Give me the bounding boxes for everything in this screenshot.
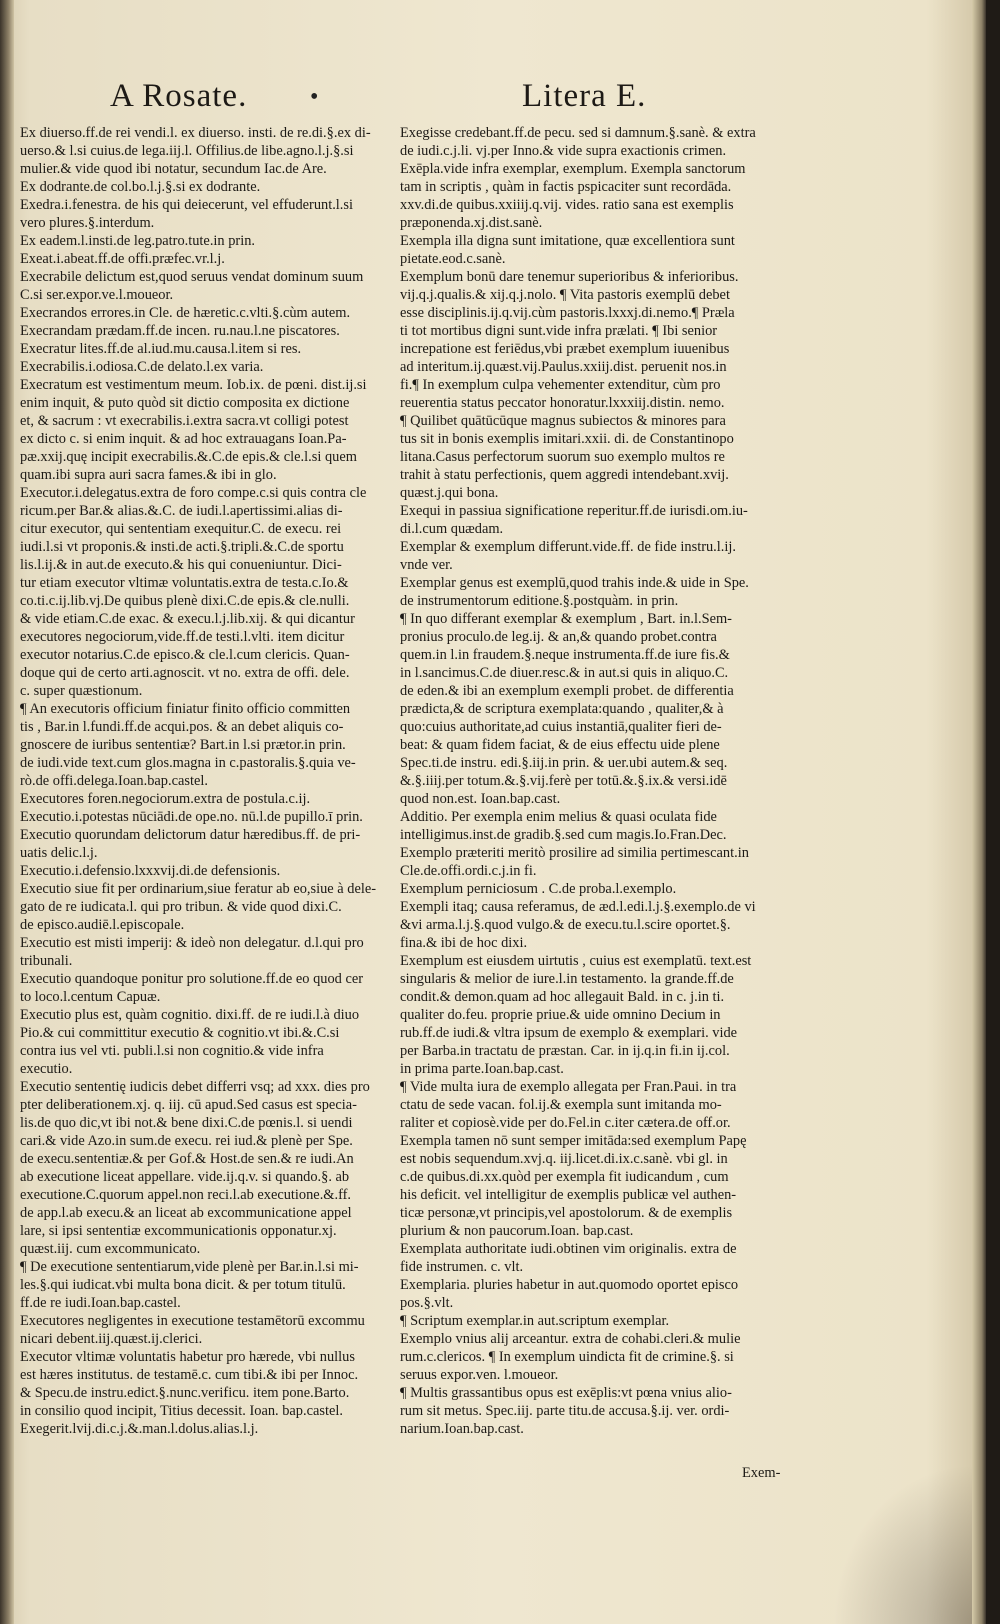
text-line: lis.de quo dic,vt ibi not.& bene dixi.C.de pœnis.l. si uendi [20, 1115, 353, 1131]
text-line: de iudi.c.j.li. vj.per Inno.& vide supra exactionis crimen. [400, 143, 727, 159]
text-line: increpatione est feriēdus,vbi præbet exemplum iuuenibus [400, 341, 730, 357]
text-line: Exemplum bonū dare tenemur superioribus & inferioribus. [400, 269, 739, 285]
text-line: iudi.l.si vt proponis.& insti.de acti.§.tripli.&.C.de sportu [20, 539, 344, 555]
text-line: Exemplum perniciosum . C.de proba.l.exemplo. [400, 881, 677, 897]
text-line: Executio est misti imperij: & ideò non delegatur. d.l.qui pro [20, 935, 364, 951]
text-line: tur etiam executor vltimæ voluntatis.extra de testa.c.Io.& [20, 575, 349, 591]
text-line: Execrandam prædam.ff.de incen. ru.nau.l.ne piscatores. [20, 323, 340, 339]
text-line: de app.l.ab execu.& an liceat ab excommunicatione appel [20, 1205, 352, 1221]
text-line: quod non.est. Ioan.bap.cast. [400, 791, 561, 807]
text-line: uerso.& l.si cuius.de lega.iij.l. Offilius.de libe.agno.l.j.§.si [20, 143, 354, 159]
text-line: Exemplar & exemplum differunt.vide.ff. de fide instru.l.ij. [400, 539, 736, 555]
text-line: ¶ An executoris officium finiatur finito officio committen [20, 701, 351, 717]
text-line: Executores negligentes in executione testamētorū excommu [20, 1313, 365, 1329]
text-line: Execrabile delictum est,quod seruus vendat dominum suum [20, 269, 364, 285]
text-line: Exēpla.vide infra exemplar, exemplum. Exempla sanctorum [400, 161, 746, 177]
text-line: tribunali. [20, 953, 73, 969]
text-line: vero plures.§.interdum. [20, 215, 155, 231]
text-line: tis , Bar.in l.fundi.ff.de acqui.pos. & an debet aliquis co- [20, 719, 344, 735]
page-edge [972, 0, 986, 1624]
text-line: fina.& ibi de hoc dixi. [400, 935, 528, 951]
text-line: narium.Ioan.bap.cast. [400, 1421, 524, 1437]
text-line: rum.c.clericos. ¶ In exemplum uindicta fit de crimine.§. si [400, 1349, 734, 1365]
text-line: Exemplaria. pluries habetur in aut.quomodo oportet episco [400, 1277, 739, 1293]
text-line: co.ti.c.ij.lib.vj.De quibus plenè dixi.C.de epis.& cle.nulli. [20, 593, 350, 609]
text-line: his deficit. vel intelligitur de exemplis publicæ vel authen- [400, 1187, 737, 1203]
text-line: Exemplata authoritate iudi.obtinen vim originalis. extra de [400, 1241, 737, 1257]
running-head-dot: • [310, 84, 319, 110]
text-line: tam in scriptis , quàm in factis pspicaciter sunt recordāda. [400, 179, 732, 195]
text-line: ff.de re iudi.Ioan.bap.castel. [20, 1295, 181, 1311]
text-line: seruus expor.ven. l.moueor. [400, 1367, 559, 1383]
text-line: reuerentia status peccator honoratur.lxxxiij.distin. nemo. [400, 395, 725, 411]
text-line: rum sit metus. Spec.iij. parte titu.de accusa.§.ij. ver. ordi- [400, 1403, 730, 1419]
catchword: Exem- [742, 1465, 781, 1481]
text-line: citur executor, qui sententiam exequitur.C. de execu. rei [20, 521, 342, 537]
text-line: Executio.i.defensio.lxxxvij.di.de defensionis. [20, 863, 281, 879]
text-line: Spec.ti.de instru. edi.§.iij.in prin. & uer.ubi autem.& seq. [400, 755, 728, 771]
text-line: Executio quorundam delictorum datur hæredibus.ff. de pri- [20, 827, 361, 843]
text-line: de eden.& ibi an exemplum exempli probet. de differentia [400, 683, 734, 699]
text-line: ¶ In quo differant exemplar & exemplum , Bart. in.l.Sem- [400, 611, 732, 627]
text-line: Executor vltimæ voluntatis habetur pro hærede, vbi nullus [20, 1349, 355, 1365]
text-line: gnoscere de iuribus sententiæ? Bart.in l.si prætor.in prin. [20, 737, 346, 753]
page-corner-shadow [832, 1464, 972, 1624]
text-line: Exedra.i.fenestra. de his qui deiecerunt, vel effuderunt.l.si [20, 197, 353, 213]
text-line: ¶ Scriptum exemplar.in aut.scriptum exemplar. [400, 1313, 670, 1329]
text-line: ¶ De executione sententiarum,vide plenè per Bar.in.l.si mi- [20, 1259, 359, 1275]
text-line: Cle.de.offi.ordi.c.j.in fi. [400, 863, 537, 879]
text-line: est nobis sequendum.xvj.q. iij.licet.di.ix.c.sanè. vbi gl. in [400, 1151, 728, 1167]
text-line: Pio.& cui committitur executio & cognitio.vt ibi.&.C.si [20, 1025, 340, 1041]
text-line: doque qui de certo arti.agnoscit. vt no. extra de offi. dele. [20, 665, 350, 681]
text-line: plurium & non paucorum.Ioan. bap.cast. [400, 1223, 634, 1239]
text-line: fi.¶ In exemplum culpa vehementer extenditur, cùm pro [400, 377, 721, 393]
text-line: vnde ver. [400, 557, 453, 573]
text-line: in consilio quod incipit, Titius decessit. Ioan. bap.castel. [20, 1403, 343, 1419]
text-line: executor notarius.C.de episco.& cle.l.cum clericis. Quan- [20, 647, 350, 663]
text-line: Exempla illa digna sunt imitatione, quæ excellentiora sunt [400, 233, 735, 249]
text-line: pæ.xxij.quę incipit execrabilis.&.C.de epis.& cle.l.si quem [20, 449, 357, 465]
text-line: Execratum est vestimentum meum. Iob.ix. de pœni. dist.ij.si [20, 377, 367, 393]
text-line: Executores foren.negociorum.extra de postula.c.ij. [20, 791, 311, 807]
text-line: Executio.i.potestas nūciādi.de ope.no. nū.l.de pupillo.ī prin. [20, 809, 363, 825]
text-line: de iudi.vide text.cum glos.magna in c.pastoralis.§.quia ve- [20, 755, 356, 771]
text-line: uatis delic.l.j. [20, 845, 98, 861]
text-line: Exemplo vnius alij arceantur. extra de cohabi.cleri.& mulie [400, 1331, 741, 1347]
text-line: Executio sententię iudicis debet differri vsq; ad xxx. dies pro [20, 1079, 370, 1095]
text-line: xxv.di.de quibus.xxiiij.q.vij. vides. ratio sana est exemplis [400, 197, 734, 213]
text-line: trahit à statu perfectionis, quem aggredi intendebant.xvij. [400, 467, 729, 483]
text-line: quem.in l.in fraudem.§.neque instrumenta.ff.de iure fis.& [400, 647, 730, 663]
text-line: Ex eadem.l.insti.de leg.patro.tute.in prin. [20, 233, 255, 249]
text-line: &vi arma.l.j.§.quod vulgo.& de execu.tu.l.scire oportet.§. [400, 917, 731, 933]
text-line: di.l.cum quædam. [400, 521, 504, 537]
right-text-column [400, 124, 820, 1438]
text-line: Executio plus est, quàm cognitio. dixi.ff. de re iudi.l.à diuo [20, 1007, 360, 1023]
text-line: beat: & quam fidem faciat, & de eius effectu uide plene [400, 737, 720, 753]
text-line: et, & sacrum : vt execrabilis.i.extra sacra.vt colligi potest [20, 413, 349, 429]
text-line: ¶ Quilibet quātūcūque magnus subiectos & minores para [400, 413, 726, 429]
text-line: pietate.eod.c.sanè. [400, 251, 506, 267]
text-line: vij.q.j.qualis.& xij.q.j.nolo. ¶ Vita pastoris exemplū debet [400, 287, 730, 303]
text-line: & vide etiam.C.de exac. & execu.l.j.lib.xij. & qui dicantur [20, 611, 355, 627]
text-line: rò.de offi.delega.Ioan.bap.castel. [20, 773, 208, 789]
text-line: enim inquit, & puto quòd sit dictio composita ex dictione [20, 395, 350, 411]
text-line: Executor.i.delegatus.extra de foro compe.c.si quis contra cle [20, 485, 367, 501]
text-line: Exegerit.lvij.di.c.j.&.man.l.dolus.alias.l.j. [20, 1421, 259, 1437]
text-line: & Specu.de instru.edict.§.nunc.verificu. item pone.Barto. [20, 1385, 350, 1401]
left-text-column [20, 124, 398, 1438]
text-line: executio. [20, 1061, 73, 1077]
text-line: gato de re iudicata.l. qui pro tribun. & vide quod dixi.C. [20, 899, 342, 915]
text-line: Exempla tamen nō sunt semper imitāda:sed exemplum Papę [400, 1133, 747, 1149]
text-line: Ex dodrante.de col.bo.l.j.§.si ex dodrante. [20, 179, 261, 195]
text-line: per Barba.in tractatu de præstan. Car. in ij.q.in fi.in ij.col. [400, 1043, 730, 1059]
text-line: litana.Casus perfectorum suorum suo exemplo multos re [400, 449, 725, 465]
text-line: Exeat.i.abeat.ff.de offi.præfec.vr.l.j. [20, 251, 225, 267]
text-line: ricum.per Bar.& alias.&.C. de iudi.l.apertissimi.alias di- [20, 503, 343, 519]
text-line: mulier.& vide quod ibi notatur, secundum Iac.de Are. [20, 161, 327, 177]
text-line: Exemplar genus est exemplū,quod trahis inde.& uide in Spe. [400, 575, 749, 591]
text-line: intelligimus.inst.de gradib.§.sed cum magis.Io.Fran.Dec. [400, 827, 727, 843]
text-line: ctatu de sede vacan. fol.ij.& exempla sunt imitanda mo- [400, 1097, 722, 1113]
text-line: in prima parte.Ioan.bap.cast. [400, 1061, 564, 1077]
text-line: rub.ff.de iudi.& vltra ipsum de exemplo & exemplari. vide [400, 1025, 738, 1041]
text-line: tus sit in bonis exemplis imitari.xxii. di. de Constantinopo [400, 431, 734, 447]
text-line: ab executione liceat appellare. vide.ij.q.v. si quando.§. ab [20, 1169, 350, 1185]
text-line: Executio quandoque ponitur pro solutione.ff.de eo quod cer [20, 971, 364, 987]
text-line: qualiter do.feu. proprie priue.& uide omnino Decium in [400, 1007, 721, 1023]
text-line: Ex diuerso.ff.de rei vendi.l. ex diuerso. insti. de re.di.§.ex di- [20, 125, 371, 141]
text-line: raliter et copiosè.vide per do.Fel.in c.iter cætera.de off.or. [400, 1115, 731, 1131]
text-line: to loco.l.centum Capuæ. [20, 989, 161, 1005]
text-line: &.§.iiij.per totum.&.§.vij.ferè per totū.&.§.ix.& versi.idē [400, 773, 727, 789]
text-line: est hæres institutus. de testamē.c. cum tibi.& ibi per Innoc. [20, 1367, 359, 1383]
page-binding [0, 0, 14, 1624]
running-head-right: Litera E. [522, 78, 647, 114]
text-line: Exemplo præteriti meritò prosilire ad similia pertimescant.in [400, 845, 749, 861]
text-line: ad interitum.ij.quæst.vij.Paulus.xxiij.dist. peruenit nos.in [400, 359, 727, 375]
text-line: prædicta,& de scriptura exemplata:quando , qualiter,& à [400, 701, 724, 717]
text-line: singularis & melior de iure.l.in testamento. la grande.ff.de [400, 971, 734, 987]
text-line: cari.& vide Azo.in sum.de execu. rei iud.& plenè per Spe. [20, 1133, 353, 1149]
text-line: executores negociorum,vide.ff.de testi.l.vlti. item dicitur [20, 629, 345, 645]
text-line: Exequi in passiua significatione reperitur.ff.de iurisdi.om.iu- [400, 503, 748, 519]
text-line: præponenda.xj.dist.sanè. [400, 215, 543, 231]
text-line: quam.ibi supra auri sacra fames.& ibi in glo. [20, 467, 277, 483]
text-line: executione.C.quorum appel.non reci.l.ab executione.&.ff. [20, 1187, 352, 1203]
text-line: quæst.j.qui bona. [400, 485, 499, 501]
text-line: condit.& demon.quam ad hoc allegauit Bald. in c. j.in ti. [400, 989, 725, 1005]
text-line: Exegisse credebant.ff.de pecu. sed si damnum.§.sanè. & extra [400, 125, 756, 141]
text-line: ticæ personæ,vt principis,vel apostolorum. & de exemplis [400, 1205, 733, 1221]
text-line: fide instrumen. c. vlt. [400, 1259, 524, 1275]
text-line: pronius proculo.de leg.ij. & an,& quando probet.contra [400, 629, 717, 645]
text-line: contra ius vel vti. publi.l.si non cognitio.& vide infra [20, 1043, 324, 1059]
text-line: quæst.iij. cum excommunicato. [20, 1241, 201, 1257]
text-line: de execu.sententiæ.& per Gof.& Host.de sen.& re iudi.An [20, 1151, 354, 1167]
text-line: Execrabilis.i.odiosa.C.de delato.l.ex varia. [20, 359, 264, 375]
text-line: nicari debent.iij.quæst.ij.clerici. [20, 1331, 203, 1347]
text-line: c.de quibus.di.xx.quòd per exempla fit iudicandum , cum [400, 1169, 729, 1185]
text-line: pter deliberationem.xj. q. iij. cū apud.Sed casus est specia- [20, 1097, 357, 1113]
text-line: ¶ Vide multa iura de exemplo allegata per Fran.Paui. in tra [400, 1079, 737, 1095]
text-line: C.si ser.expor.ve.l.moueor. [20, 287, 174, 303]
text-line: lis.l.ij.& in aut.de executo.& his qui conueniuntur. Dici- [20, 557, 342, 573]
text-line: pos.§.vlt. [400, 1295, 454, 1311]
text-line: c. super quæstionum. [20, 683, 143, 699]
text-line: Exempli itaq; causa referamus, de æd.l.edi.l.j.§.exemplo.de vi [400, 899, 756, 915]
text-line: quo:cuius authoritate,ad cuius instantiā,qualiter fieri de- [400, 719, 722, 735]
text-line: les.§.qui iudicat.vbi multa bona dicit. & per totum titulū. [20, 1277, 346, 1293]
text-line: de episco.audiē.l.episcopale. [20, 917, 185, 933]
text-line: ex dicto c. si enim inquit. & ad hoc extrauagans Ioan.Pa- [20, 431, 347, 447]
text-line: de instrumentorum editione.§.postquàm. in prin. [400, 593, 679, 609]
text-line: lare, si ipsi sententiæ excommunicationis opponatur.xj. [20, 1223, 337, 1239]
running-head-left: A Rosate. [110, 78, 248, 114]
text-line: esse disciplinis.ij.q.vij.cùm pastoris.lxxxj.di.nemo.¶ Præla [400, 305, 735, 321]
text-line: in l.sancimus.C.de diuer.resc.& in aut.si quis in aliquo.C. [400, 665, 729, 681]
text-line: Execratur lites.ff.de al.iud.mu.causa.l.item si res. [20, 341, 302, 357]
text-line: ¶ Multis grassantibus opus est exēplis:vt pœna vnius alio- [400, 1385, 732, 1401]
text-line: ti tot mortibus digni sunt.vide infra prælati. ¶ Ibi senior [400, 323, 718, 339]
text-line: Execrandos errores.in Cle. de hæretic.c.vlti.§.cùm autem. [20, 305, 351, 321]
text-line: Exemplum est eiusdem uirtutis , cuius est exemplatū. text.est [400, 953, 752, 969]
text-line: Additio. Per exempla enim melius & quasi oculata fide [400, 809, 717, 825]
text-line: Executio siue fit per ordinarium,siue feratur ab eo,siue à dele- [20, 881, 377, 897]
